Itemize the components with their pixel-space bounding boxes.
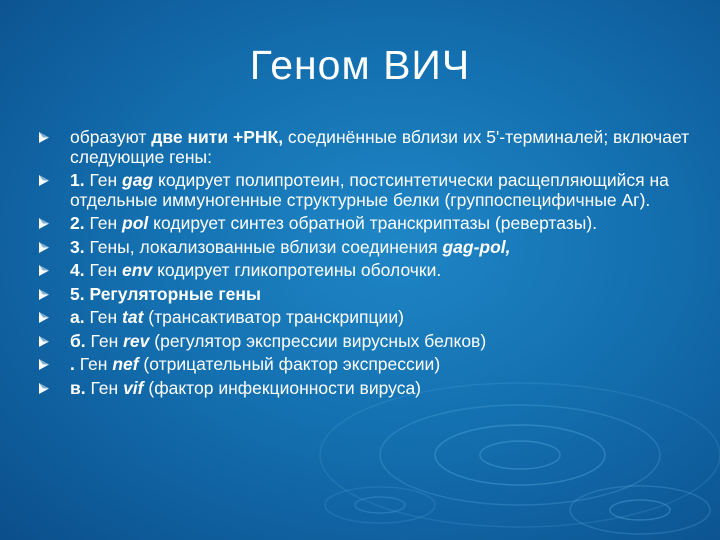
- arrow-bullet-icon: [38, 311, 50, 324]
- arrow-bullet-icon: [38, 264, 50, 277]
- bullet-text-segment: 4.: [70, 260, 85, 280]
- bullet-item: [38, 238, 698, 258]
- bullet-text-segment: Гены, локализованные вблизи соединения: [84, 236, 443, 257]
- bullet-text-segment: 1.: [70, 170, 85, 190]
- bullet-list: [38, 128, 698, 402]
- bullet-text-segment: б.: [70, 330, 86, 351]
- bullet-text-segment: vif: [123, 377, 144, 398]
- bullet-text-segment: rev: [123, 330, 150, 351]
- bullet-item: [38, 379, 698, 399]
- arrow-bullet-icon: [38, 217, 50, 230]
- bullet-text-segment: (фактор инфекционности вируса): [143, 377, 422, 398]
- bullet-item: [38, 285, 698, 305]
- bullet-text-segment: Ген: [84, 170, 123, 190]
- arrow-bullet-icon: [38, 358, 50, 371]
- bullet-text-segment: Ген: [85, 377, 124, 398]
- bullet-text-segment: 3.: [70, 236, 85, 257]
- bullet-text-segment: nef: [112, 354, 139, 374]
- bullet-text-segment: соединённые вблизи их 5'-терминалей; включает следующие гены:: [70, 127, 690, 167]
- arrow-bullet-icon: [38, 241, 50, 254]
- bullet-text-segment: (отрицательный фактор экспрессии): [138, 354, 441, 374]
- bullet-text-segment: 5. Регуляторные гены: [70, 283, 261, 304]
- bullet-text-segment: Ген: [74, 354, 113, 374]
- bullet-text-segment: кодирует полипротеин, постсинтетически расщепляющийся на отдельные иммуногенные структурные белки (группоспецифичные Аг).: [70, 170, 669, 210]
- arrow-bullet-icon: [38, 131, 50, 144]
- slide-title: Геном ВИЧ: [249, 42, 471, 88]
- bullet-text-segment: gag: [122, 170, 154, 190]
- bullet-item: [38, 171, 698, 210]
- bullet-item: [38, 128, 698, 167]
- bullet-text-segment: кодирует гликопротеины оболочки.: [152, 260, 442, 280]
- bullet-item: [38, 332, 698, 352]
- bullet-text-segment: Ген: [84, 213, 123, 233]
- bullet-item: [38, 261, 698, 281]
- arrow-bullet-icon: [38, 382, 50, 395]
- bullet-item: [38, 308, 698, 328]
- bullet-text-segment: (регулятор экспрессии вирусных белков): [149, 330, 487, 351]
- bullet-text-segment: pol: [122, 213, 149, 233]
- bullet-text-segment: (трансактиватор транскрипции): [143, 307, 404, 327]
- bullet-text-segment: кодирует синтез обратной транскриптазы (ревертазы).: [148, 213, 598, 233]
- bullet-text-segment: Ген: [84, 260, 123, 280]
- bullet-text-segment: в.: [70, 377, 86, 398]
- bullet-text-segment: gag-pol,: [442, 236, 511, 257]
- bullet-text-segment: Ген: [85, 330, 124, 351]
- arrow-bullet-icon: [38, 174, 50, 187]
- bullet-text-segment: образуют: [70, 127, 152, 147]
- bullet-text-segment: .: [70, 354, 75, 374]
- bullet-text-segment: Ген: [84, 307, 123, 327]
- arrow-bullet-icon: [38, 335, 50, 348]
- bullet-text-segment: env: [122, 260, 153, 280]
- bullet-text-segment: две нити +РНК,: [151, 127, 284, 147]
- bullet-text-segment: tat: [122, 307, 144, 327]
- arrow-bullet-icon: [38, 288, 50, 301]
- bullet-text-segment: а.: [70, 307, 85, 327]
- bullet-item: [38, 355, 698, 375]
- bullet-item: [38, 214, 698, 234]
- bullet-text-segment: 2.: [70, 213, 85, 233]
